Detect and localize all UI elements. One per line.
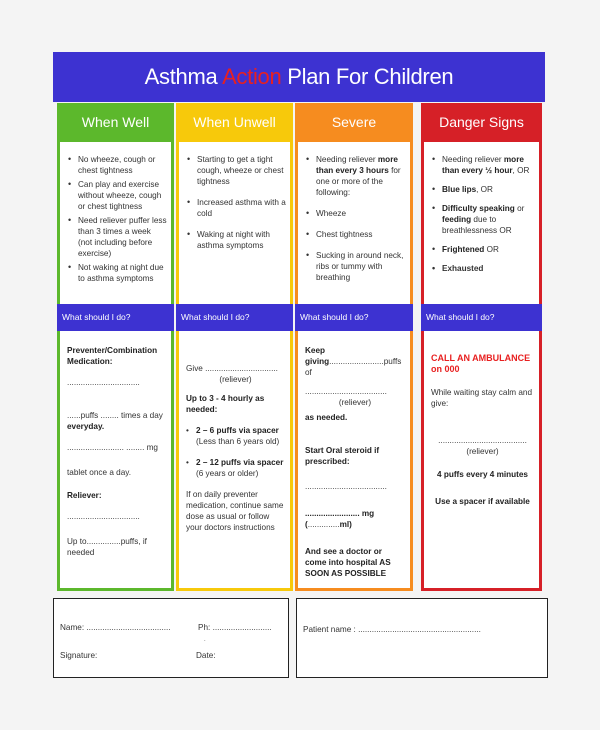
- symptom-bold: more than every 3 hours: [316, 155, 398, 175]
- symptom-item: • Exhausted: [432, 263, 535, 274]
- column-heading: When Unwell: [176, 103, 293, 142]
- symptom-item: [432, 244, 535, 255]
- symptom-bold: Frightened: [442, 245, 485, 254]
- preventer-label: Preventer/Combination Medication:: [67, 346, 158, 366]
- what-to-do-bar: What should I do?: [57, 304, 174, 331]
- column-severe: [295, 103, 413, 591]
- column-heading: Danger Signs: [421, 103, 542, 142]
- symptom-item: • Chest tightness: [306, 229, 406, 240]
- signature-field[interactable]: Signature:: [60, 651, 98, 660]
- symptom-item: • Not waking at night due to asthma symptoms: [68, 262, 167, 284]
- dose-bold: 2 – 12 puffs via spacer: [196, 458, 284, 467]
- symptom-item: [432, 203, 535, 236]
- date-field[interactable]: Date:: [196, 651, 216, 660]
- page-title: [53, 52, 545, 102]
- column-when-unwell: [176, 103, 293, 591]
- blank: ........................: [329, 357, 384, 366]
- use-spacer: Use a spacer if available: [435, 497, 530, 506]
- dose-everyday: everyday.: [67, 422, 105, 431]
- column-heading: When Well: [57, 103, 174, 142]
- symptom-item: [432, 184, 535, 195]
- symptom-item: [432, 154, 535, 176]
- symptom-item: • Wheeze: [306, 208, 406, 219]
- ml-blank: ..............: [307, 520, 340, 529]
- dose-item: [186, 457, 285, 479]
- symptom-item: • Waking at night with asthma symptoms: [187, 229, 286, 251]
- title-accent: Action: [222, 64, 282, 89]
- symptom-text: Needing reliever: [442, 155, 504, 164]
- symptom-item: • Increased asthma with a cold: [187, 197, 286, 219]
- reliever-blank: .......................................: [438, 436, 527, 445]
- oral-steroid-label: Start Oral steroid if prescribed:: [305, 446, 380, 466]
- give-line: Give ................................: [186, 364, 278, 373]
- patient-name-field[interactable]: Patient name : ......................................................: [303, 625, 481, 634]
- keep-giving: Keep giving: [305, 346, 330, 366]
- patient-box: [296, 598, 548, 678]
- symptom-text: for one or more of the following:: [316, 166, 401, 197]
- puffs-of: puffs of: [305, 357, 402, 377]
- keep-giving-line: [305, 345, 405, 378]
- preventer-blank: ................................: [67, 378, 140, 387]
- symptom-text: , OR: [512, 166, 530, 175]
- actions: [298, 331, 410, 579]
- symptom-text: Needing reliever: [316, 155, 378, 164]
- actions: [424, 331, 539, 507]
- mg-text: ........................ mg (: [305, 509, 375, 529]
- stray-mark: .: [204, 637, 206, 643]
- puffs-every: 4 puffs every 4 minutes: [436, 470, 528, 479]
- symptom-item: [306, 154, 406, 198]
- actions: [179, 331, 290, 533]
- title-banner: [53, 52, 545, 102]
- reliever-blank: ................................: [67, 512, 140, 521]
- symptom-text: , OR: [476, 185, 493, 194]
- symptom-item: • No wheeze, cough or chest tightness: [68, 154, 167, 176]
- mg-line: ......................... ........ mg: [67, 443, 158, 452]
- see-doctor: And see a doctor or come into hospital AS SOON AS POSSIBLE: [305, 547, 391, 578]
- preventer-note: If on daily preventer medication, continue same dose as usual or follow your doctors instructions: [186, 490, 284, 532]
- symptom-bold: Blue lips: [442, 185, 477, 194]
- symptom-text: or: [514, 204, 525, 213]
- what-to-do-bar: What should I do?: [295, 304, 413, 331]
- reliever-note: (reliever): [219, 375, 252, 384]
- hourly-label: Up to 3 - 4 hourly as needed:: [186, 394, 265, 414]
- actions: [60, 331, 171, 558]
- reliever-label: Reliever:: [67, 491, 102, 500]
- dose-bold: 2 – 6 puffs via spacer: [196, 426, 279, 435]
- symptom-item: • Starting to get a tight cough, wheeze or chest tightness: [187, 154, 286, 187]
- dose-line: [67, 410, 166, 432]
- symptoms: [60, 142, 171, 304]
- phone-field[interactable]: Ph: ..........................: [198, 623, 272, 632]
- symptom-item: • Sucking in around neck, ribs or tummy with breathing: [306, 250, 406, 283]
- symptom-text: due to breathlessness OR: [442, 215, 512, 235]
- symptom-bold: Difficulty speaking: [442, 204, 515, 213]
- title-post: Plan For Children: [281, 64, 454, 89]
- symptoms: [298, 142, 410, 304]
- reliever-note: (reliever): [466, 447, 499, 456]
- contact-box: [53, 598, 289, 678]
- symptom-bold: more than every ½ hour: [442, 155, 524, 175]
- dose-note: (Less than 6 years old): [196, 437, 280, 446]
- dose-note: (6 years or older): [196, 469, 259, 478]
- what-to-do-bar: What should I do?: [421, 304, 542, 331]
- symptoms: [424, 142, 539, 304]
- as-needed: as needed.: [305, 413, 348, 422]
- call-ambulance: CALL AN AMBULANCE on 000: [431, 353, 531, 374]
- symptom-bold: feeding: [442, 215, 472, 224]
- symptom-item: • Need reliever puffer less than 3 times a week (not including before exercise): [68, 215, 167, 259]
- title-pre: Asthma: [144, 64, 223, 89]
- dose-item: [186, 425, 285, 447]
- column-danger-signs: [421, 103, 542, 591]
- symptom-item: • Can play and exercise without wheeze, cough or chest tightness: [68, 179, 167, 212]
- column-when-well: [57, 103, 174, 591]
- dose-text: ......puffs ........ times a day: [67, 411, 163, 420]
- reliever-blank: ....................................: [305, 387, 387, 396]
- ml-text: ml): [339, 520, 352, 529]
- waiting-text: While waiting stay calm and give:: [431, 388, 533, 408]
- reliever-note: (reliever): [338, 398, 372, 407]
- mg-ml-line: [305, 508, 405, 530]
- reliever-puffs: Up to...............puffs, if needed: [67, 537, 147, 557]
- what-to-do-bar: What should I do?: [176, 304, 293, 331]
- symptoms: [179, 142, 290, 304]
- steroid-blank: ....................................: [305, 482, 387, 491]
- column-heading: Severe: [295, 103, 413, 142]
- symptom-text: OR: [484, 245, 499, 254]
- name-field[interactable]: Name: .....................................: [60, 623, 171, 632]
- tablet-line: tablet once a day.: [67, 468, 132, 477]
